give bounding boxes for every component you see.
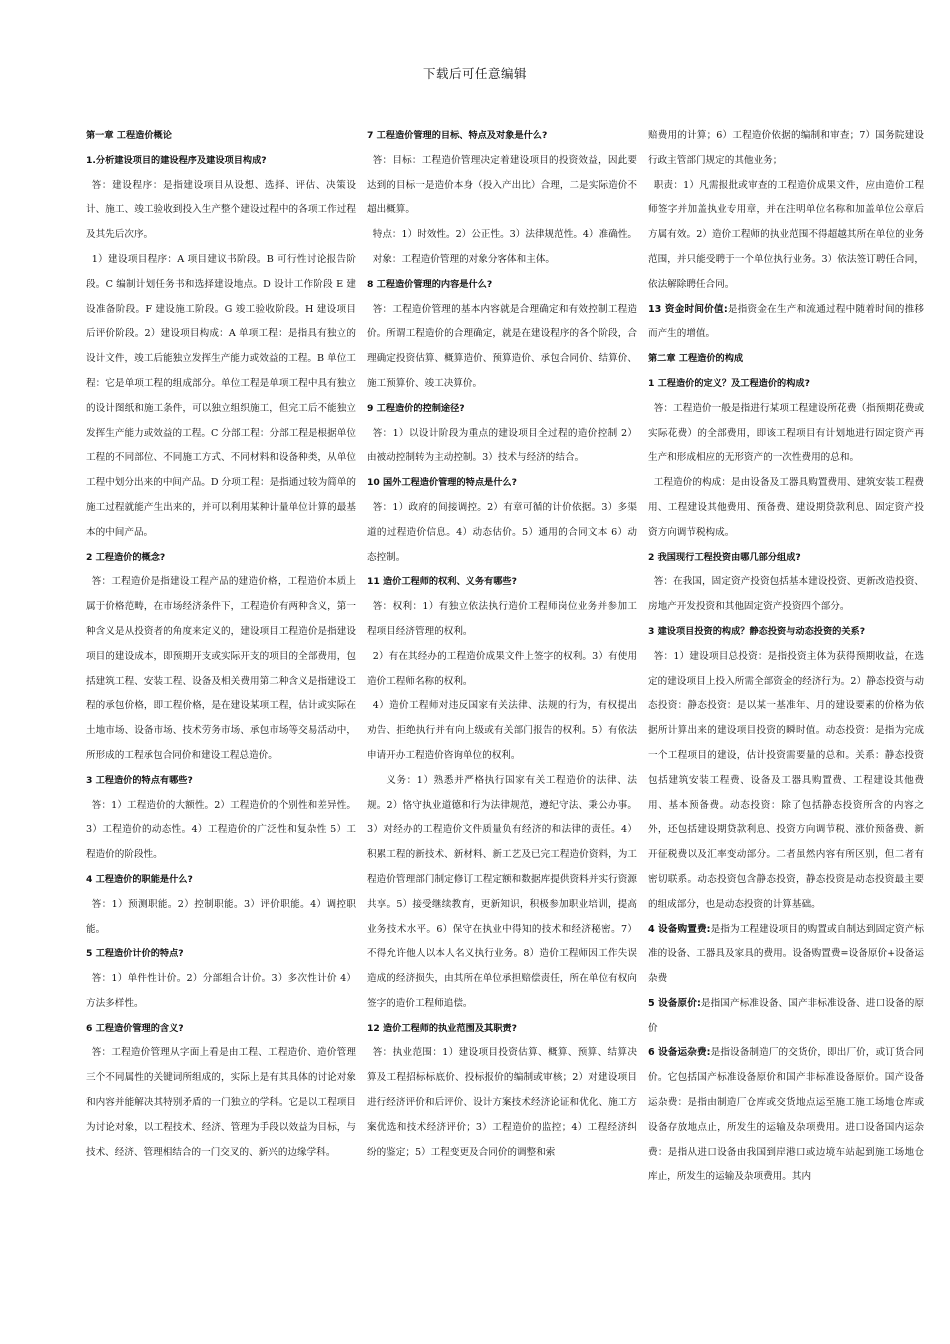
definition-text: 是指国产标准设备、国产非标准设备、进口设备的原价 [648, 997, 925, 1034]
body-paragraph: 答：1）以设计阶段为重点的建设项目全过程的造价控制 2）由被动控制转为主动控制。3）技术与经济的结合。 [367, 427, 637, 464]
body-paragraph: 答：工程造价管理从字面上看是由工程、工程造价、造价管理三个不同属性的关键词所组成的，实际上是有其具体的讨论对象和内容并能解决其特别矛盾的一门独立的学科。它是以工程项目为讨论对象，以工程技术、经济、管理为手段以效益为目标，与技术、经济、管理相结合的一门交叉的、新兴的边缘学科。 [86, 1047, 356, 1158]
definition-paragraph [648, 1041, 924, 1190]
body-paragraph: 工程造价的构成：是由设备及工器具购置费用、建筑安装工程费用、工程建设其他费用、预备费、建设期贷款利息、固定资产投资方向调节税构成。 [648, 477, 924, 538]
body-paragraph: 答：工程造价是指建设工程产品的建造价格，工程造价本质上属于价格范畴，在市场经济条件下，工程造价有两种含义，第一种含义是从投资者的角度来定义的，建设项目工程造价是指建设项目的建设成本，即预期开支或实际开支的项目的全部费用，包括建筑工程、安装工程、设备及相关费用第二种含义是指建设工程的承包价格，即工程价格，是在建设某项工程，估计或实际在土地市场、设备市场、技术劳务市场、承包市场等交易活动中，所形成的工程承包合同价和建设工程总造价。 [86, 576, 356, 761]
definition-term: 4 设备购置费: [648, 923, 711, 935]
section-heading: 5 工程造价计价的特点? [86, 948, 184, 960]
section-heading: 2 我国现行工程投资由哪几部分组成? [648, 551, 801, 563]
definition-paragraph [648, 992, 924, 1042]
section-heading: 9 工程造价的控制途径? [367, 402, 465, 414]
definition-text: 是指资金在生产和流通过程中随着时间的推移而产生的增值。 [648, 303, 924, 340]
section-heading: 11 造价工程师的权利、义务有哪些? [367, 576, 517, 588]
body-paragraph: 答：1）工程造价的大额性。2）工程造价的个别性和差异性。3）工程造价的动态性。4）工程造价的广泛性和复杂性 5）工程造价的阶段性。 [86, 799, 356, 861]
section-heading: 7 工程造价管理的目标、特点及对象是什么? [367, 130, 548, 141]
section-heading: 3 建设项目投资的构成？静态投资与动态投资的关系? [648, 625, 866, 637]
section-heading: 12 造价工程师的执业范围及其职责? [367, 1022, 517, 1034]
body-paragraph: 答：目标：工程造价管理决定着建设项目的投资效益，因此要达到的目标一是造价本身（投入产出比）合理，二是实际造价不超出概算。 [367, 154, 637, 216]
column-3 [648, 124, 924, 1190]
column-2 [367, 124, 637, 1165]
body-paragraph: 答：执业范围：1）建设项目投资估算、概算、预算、结算决算及工程招标标底价、投标报价的编制或审核；2）对建设项目进行经济评价和后评价、设计方案技术经济论证和优化、施工方案优选和技术经济评价；3）工程造价的监控；4）工程经济纠纷的鉴定；5）工程变更及合同价的调整和索 [367, 1047, 637, 1158]
body-paragraph: 2）有在其经办的工程造价成果文件上签字的权利。3）有使用造价工程师名称的权利。 [367, 650, 637, 687]
section-heading: 2 工程造价的概念? [86, 551, 166, 563]
definition-paragraph [648, 298, 924, 348]
body-paragraph: 答：1）建设项目总投资：是指投资主体为获得预期收益，在选定的建设项目上投入所需全部资金的经济行为。2）静态投资与动态投资：静态投资：是以某一基准年、月的建设要素的价格为依据所计算出来的建设项目投资的瞬时值。动态投资：是指为完成一个工程项目的建设，估计投资需要量的总和。关系：静态投资包括建筑安装工程费、设备及工器具购置费、工程建设其他费用、基本预备费。动态投资：除了包括静态投资所含的内容之外，还包括建设期贷款利息、投资方向调节税、涨价预备费、新开征税费以及汇率变动部分。二者虽然内容有所区别，但二者有密切联系。动态投资包含静态投资，静态投资是动态投资最主要的组成部分，也是动态投资的计算基础。 [648, 650, 924, 910]
definition-paragraph [648, 918, 924, 992]
body-paragraph: 职责：1）凡需报批或审查的工程造价成果文件，应由造价工程师签字并加盖执业专用章，并在注明单位名称和加盖单位公章后方属有效。2）造价工程师的执业范围不得超越其所在单位的业务范围，并只能受聘于一个单位执行业务。3）依法签订聘任合同，依法解除聘任合同。 [648, 179, 924, 290]
section-heading: 第一章 工程造价概论 [86, 130, 172, 141]
section-heading: 10 国外工程造价管理的特点是什么? [367, 477, 517, 489]
body-paragraph-continued: 赔费用的计算；6）工程造价依据的编制和审查；7）国务院建设行政主管部门规定的其他业务； [648, 130, 924, 166]
body-paragraph: 义务：1）熟悉并严格执行国家有关工程造价的法律、法规。2）恪守执业道德和行为法律规范，遵纪守法、秉公办事。3）对经办的工程造价文件质量负有经济的和法律的责任。4）积累工程的新技术、新材料、新工艺及已完工程造价资料，为工程造价管理部门制定修订工程定额和数据库提供资料并实行资源共享。5）接受继续教育，更新知识，积极参加职业培训，提高业务技术水平。6）保守在执业中得知的技术和经济秘密。7）不得允许他人以本人名义执行业务。8）造价工程师因工作失误造成的经济损失，由其所在单位承担赔偿责任，所在单位有权向签字的造价工程师追偿。 [367, 774, 637, 1009]
definition-text: 是指设备制造厂的交货价，即出厂价，或订货合同价。它包括国产标准设备原价和国产非标准设备原价。国产设备运杂费：是指由制造厂仓库或交货地点运至施工施工场地仓库或设备存放地点止，所发生的运输及杂项费用。进口设备国内运杂费：是指从进口设备由我国到岸港口或边境车站起到施工场地仓库止，所发生的运输及杂项费用。其内 [648, 1047, 925, 1183]
definition-term: 6 设备运杂费: [648, 1047, 711, 1059]
body-paragraph: 答：建设程序：是指建设项目从设想、选择、评估、决策设计、施工、竣工验收到投入生产整个建设过程中的各项工作过程及其先后次序。 [86, 179, 356, 241]
document-body [86, 124, 925, 1324]
section-heading: 第二章 工程造价的构成 [648, 353, 744, 365]
definition-term: 13 资金时间价值: [648, 303, 728, 315]
section-heading: 3 工程造价的特点有哪些? [86, 774, 193, 786]
body-paragraph: 答：1）单件性计价。2）分部组合计价。3）多次性计价 4）方法多样性。 [86, 973, 356, 1009]
body-paragraph: 对象：工程造价管理的对象分客体和主体。 [372, 253, 556, 265]
body-paragraph: 1）建设项目程序：A 项目建议书阶段。B 可行性讨论报告阶段。C 编制计划任务书和选择建设地点。D 设计工作阶段 E 建设准备阶段。F 建设施工阶段。G 竣工验收阶段。H 建设项目后评价阶段。2）建设项目构成：A 单项工程：是指具有独立的设计文件，竣工后能独立发挥生产能力或效益的工程。B 单位工程：它是单项工程的组成部分。单位工程是单项工程中具有独立的设计图纸和施工条件，可以独立组织施工，但完工后不能独立发挥生产能力或效益的工程。C 分部工程：分部工程是根据单位工程的不同部位、不同施工方式、不同材料和设备种类，从单位工程中划分出来的中间产品。D 分项工程：是指通过较为简单的施工过程就能产生出来的，并可以利用某种计量单位计算的最基本的中间产品。 [86, 253, 356, 538]
section-heading: 1 工程造价的定义？及工程造价的构成? [648, 377, 810, 389]
body-paragraph: 特点：1）时效性。2）公正性。3）法律规范性。4）准确性。 [372, 229, 638, 241]
body-paragraph: 4）造价工程师对违反国家有关法律、法规的行为，有权提出劝告、拒绝执行并有向上级或有关部门报告的权利。5）有依法申请开办工程造价咨询单位的权利。 [367, 700, 637, 761]
section-heading: 6 工程造价管理的含义? [86, 1022, 184, 1034]
body-paragraph: 答：工程造价管理的基本内容就是合理确定和有效控制工程造价。所谓工程造价的合理确定，就是在建设程序的各个阶段，合理确定投资估算、概算造价、预算造价、承包合同价、结算价、施工预算价、竣工决算价。 [367, 303, 637, 389]
section-heading: 4 工程造价的职能是什么? [86, 873, 193, 885]
column-1 [86, 124, 356, 1165]
body-paragraph: 答：权利：1）有独立依法执行造价工程师岗位业务并参加工程项目经济管理的权利。 [367, 601, 637, 637]
body-paragraph: 答：在我国，固定资产投资包括基本建设投资、更新改造投资、房地产开发投资和其他固定资产投资四个部分。 [648, 576, 924, 613]
body-paragraph: 答：1）预测职能。2）控制职能。3）评价职能。4）调控职能。 [86, 898, 356, 935]
definition-text: 是指为工程建设项目的购置或自制达到固定资产标准的设备、工器具及家具的费用。设备购置费=设备原价+设备运杂费 [648, 923, 925, 985]
page-header: 下载后可任意编辑 [422, 66, 527, 81]
section-heading: 1.分析建设项目的建设程序及建设项目构成? [86, 154, 267, 166]
section-heading: 8 工程造价管理的内容是什么? [367, 278, 493, 290]
body-paragraph: 答：1）政府的间接调控。2）有章可循的计价依据。3）多渠道的过程造价信息。4）动态估价。5）通用的合同文本 6）动态控制。 [367, 501, 637, 563]
definition-term: 5 设备原价: [648, 997, 701, 1009]
body-paragraph: 答：工程造价一般是指进行某项工程建设所花费（指预期花费或实际花费）的全部费用，即该工程项目有计划地进行固定资产再生产和形成相应的无形资产的一次性费用的总和。 [648, 402, 924, 464]
